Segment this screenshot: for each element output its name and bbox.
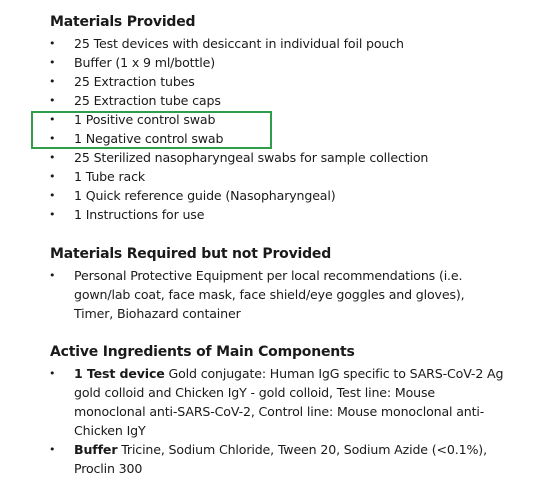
control-swabs-highlight-box — [31, 111, 272, 149]
list-item-text: 1 Positive control swab — [74, 112, 216, 127]
bullet: • — [49, 269, 56, 282]
list-item — [0, 148, 428, 167]
list-item — [0, 34, 428, 53]
component-label: 1 Test device — [74, 366, 165, 381]
bullet: • — [49, 37, 56, 50]
section-title-materials-required: Materials Required but not Provided — [50, 246, 332, 262]
list-item — [0, 53, 428, 72]
list-item — [0, 91, 428, 110]
list-item-text: 1 Instructions for use — [74, 207, 205, 222]
bullet: • — [49, 113, 56, 126]
list-item — [0, 364, 504, 440]
bullet: • — [49, 189, 56, 202]
bullet: • — [49, 170, 56, 183]
bullet: • — [49, 208, 56, 221]
list-item — [0, 167, 428, 186]
bullet: • — [49, 94, 56, 107]
bullet: • — [49, 56, 56, 69]
bullet: • — [49, 132, 56, 145]
list-item-text: 1 Quick reference guide (Nasopharyngeal) — [74, 188, 336, 203]
list-item — [0, 186, 428, 205]
section-title-active-ingredients: Active Ingredients of Main Components — [50, 344, 355, 360]
component-description: Gold conjugate: Human IgG specific to SARS-CoV-2 Ag gold colloid and Chicken IgY - gold colloid, Test line: Mouse monoclonal anti-SARS-CoV-2, Control line: Mouse monoclonal anti-Chicken IgY — [74, 366, 504, 438]
component-description: Tricine, Sodium Chloride, Tween 20, Sodium Azide (<0.1%), Proclin 300 — [74, 442, 487, 476]
list-item — [0, 205, 428, 224]
list-item-text: Buffer (1 x 9 ml/bottle) — [74, 55, 215, 70]
bullet: • — [49, 367, 56, 380]
list-item-text: Personal Protective Equipment per local recommendations (i.e. gown/lab coat, face mask, face shield/eye goggles and gloves), Timer, Biohazard container — [74, 268, 465, 321]
bullet: • — [49, 443, 56, 456]
list-item-text: 25 Test devices with desiccant in individual foil pouch — [74, 36, 404, 51]
active-ingredients-list — [0, 364, 504, 478]
list-item — [0, 72, 428, 91]
bullet: • — [49, 151, 56, 164]
list-item-text: 1 Negative control swab — [74, 131, 224, 146]
bullet: • — [49, 75, 56, 88]
list-item-text: 25 Sterilized nasopharyngeal swabs for sample collection — [74, 150, 429, 165]
section-title-materials-provided: Materials Provided — [50, 14, 196, 30]
materials-required-list — [0, 266, 504, 323]
list-item — [0, 266, 504, 323]
list-item-text: 25 Extraction tube caps — [74, 93, 221, 108]
list-item-text: 1 Tube rack — [74, 169, 145, 184]
component-label: Buffer — [74, 442, 118, 457]
list-item-text: 25 Extraction tubes — [74, 74, 195, 89]
list-item — [0, 440, 504, 478]
